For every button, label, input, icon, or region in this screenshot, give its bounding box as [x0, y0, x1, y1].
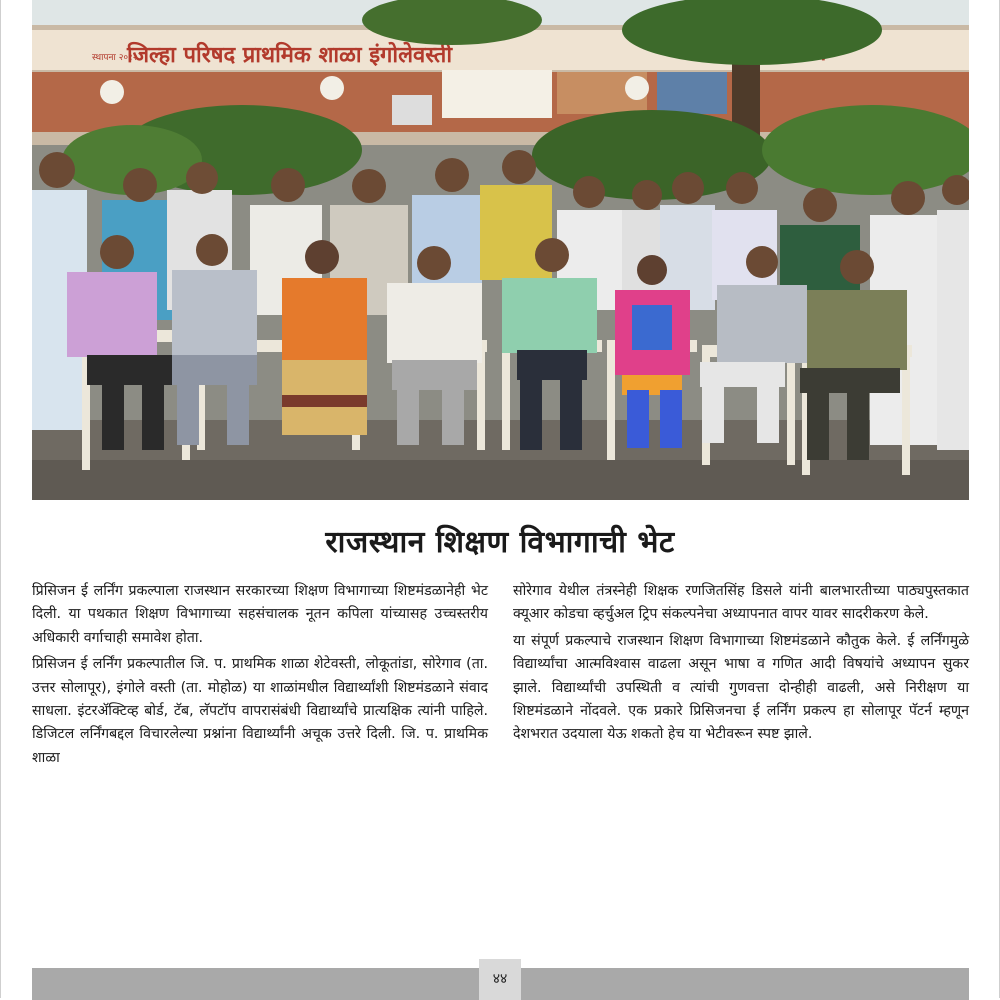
- article-left-column: [32, 580, 488, 773]
- group-photo: [32, 0, 969, 500]
- left-paragraph-1: प्रिसिजन ई लर्निंग प्रकल्पाला राजस्थान सरकारच्या शिक्षण विभागाच्या शिष्टमंडळानेही भेट दिली. या पथकात शिक्षण विभागाच्या सहसंचालक नूतन कपिला यांच्यासह उच्चस्तरीय अधिकारी वर्गाचाही समावेश होता.: [32, 583, 488, 646]
- left-paragraph-2: प्रिसिजन ई लर्निंग प्रकल्पातील जि. प. प्राथमिक शाळा शेटेवस्ती, लोकूतांडा, सोरेगाव (ता. उत्तर सोलापूर), इंगोले वस्ती (ता. मोहोळ) या शाळांमधील विद्यार्थ्यांशी शिष्टमंडळाने संवाद साधला. इंटरॲक्टिव्ह बोर्ड, टॅब, लॅपटॉप वापरासंबंधी विद्यार्थ्यांचे प्रात्यक्षिक त्यांनी पाहिले. डिजिटल लर्निंगबद्दल विचारलेल्या प्रश्नांना विद्यार्थ्यांनी अचूक उत्तरे दिली. जि. प. प्राथमिक शाळा: [32, 656, 488, 766]
- article-right-column: [513, 580, 969, 750]
- banner-left-text: जिल्हा परिषद प्राथमिक शाळा इंगोलेवस्ती: [127, 43, 453, 68]
- page-number: ४४: [479, 959, 521, 1000]
- banner-small-text: स्थापना २०१२: [92, 53, 138, 63]
- right-paragraph-1: सोरेगाव येथील तंत्रस्नेही शिक्षक रणजितसिंह डिसले यांनी बालभारतीच्या पाठ्यपुस्तकात क्यूआर कोडचा व्हर्चुअल ट्रिप संकल्पनेचा अध्यापनात वापर यावर सादरीकरण केले.: [513, 583, 969, 623]
- right-paragraph-2: या संपूर्ण प्रकल्पाचे राजस्थान शिक्षण विभागाच्या शिष्टमंडळाने कौतुक केले. ई लर्निंगमुळे विद्यार्थ्यांचा आत्मविश्वास वाढला असून भाषा व गणित आदी विषयांचे अध्यापन सुकर झाले. विद्यार्थ्यांची उपस्थिती व त्यांची गुणवत्ता दोन्हीही वाढली, असे निरीक्षण या शिष्टमंडळाने नोंदवले. एक प्रकारे प्रिसिजनचा ई लर्निंग प्रकल्प हा सोलापूर पॅटर्न म्हणून देशभरात उदयाला येऊ शकतो हेच या भेटीवरून स्पष्ट झाले.: [513, 632, 969, 743]
- article-headline: राजस्थान शिक्षण विभागाची भेट: [325, 525, 675, 560]
